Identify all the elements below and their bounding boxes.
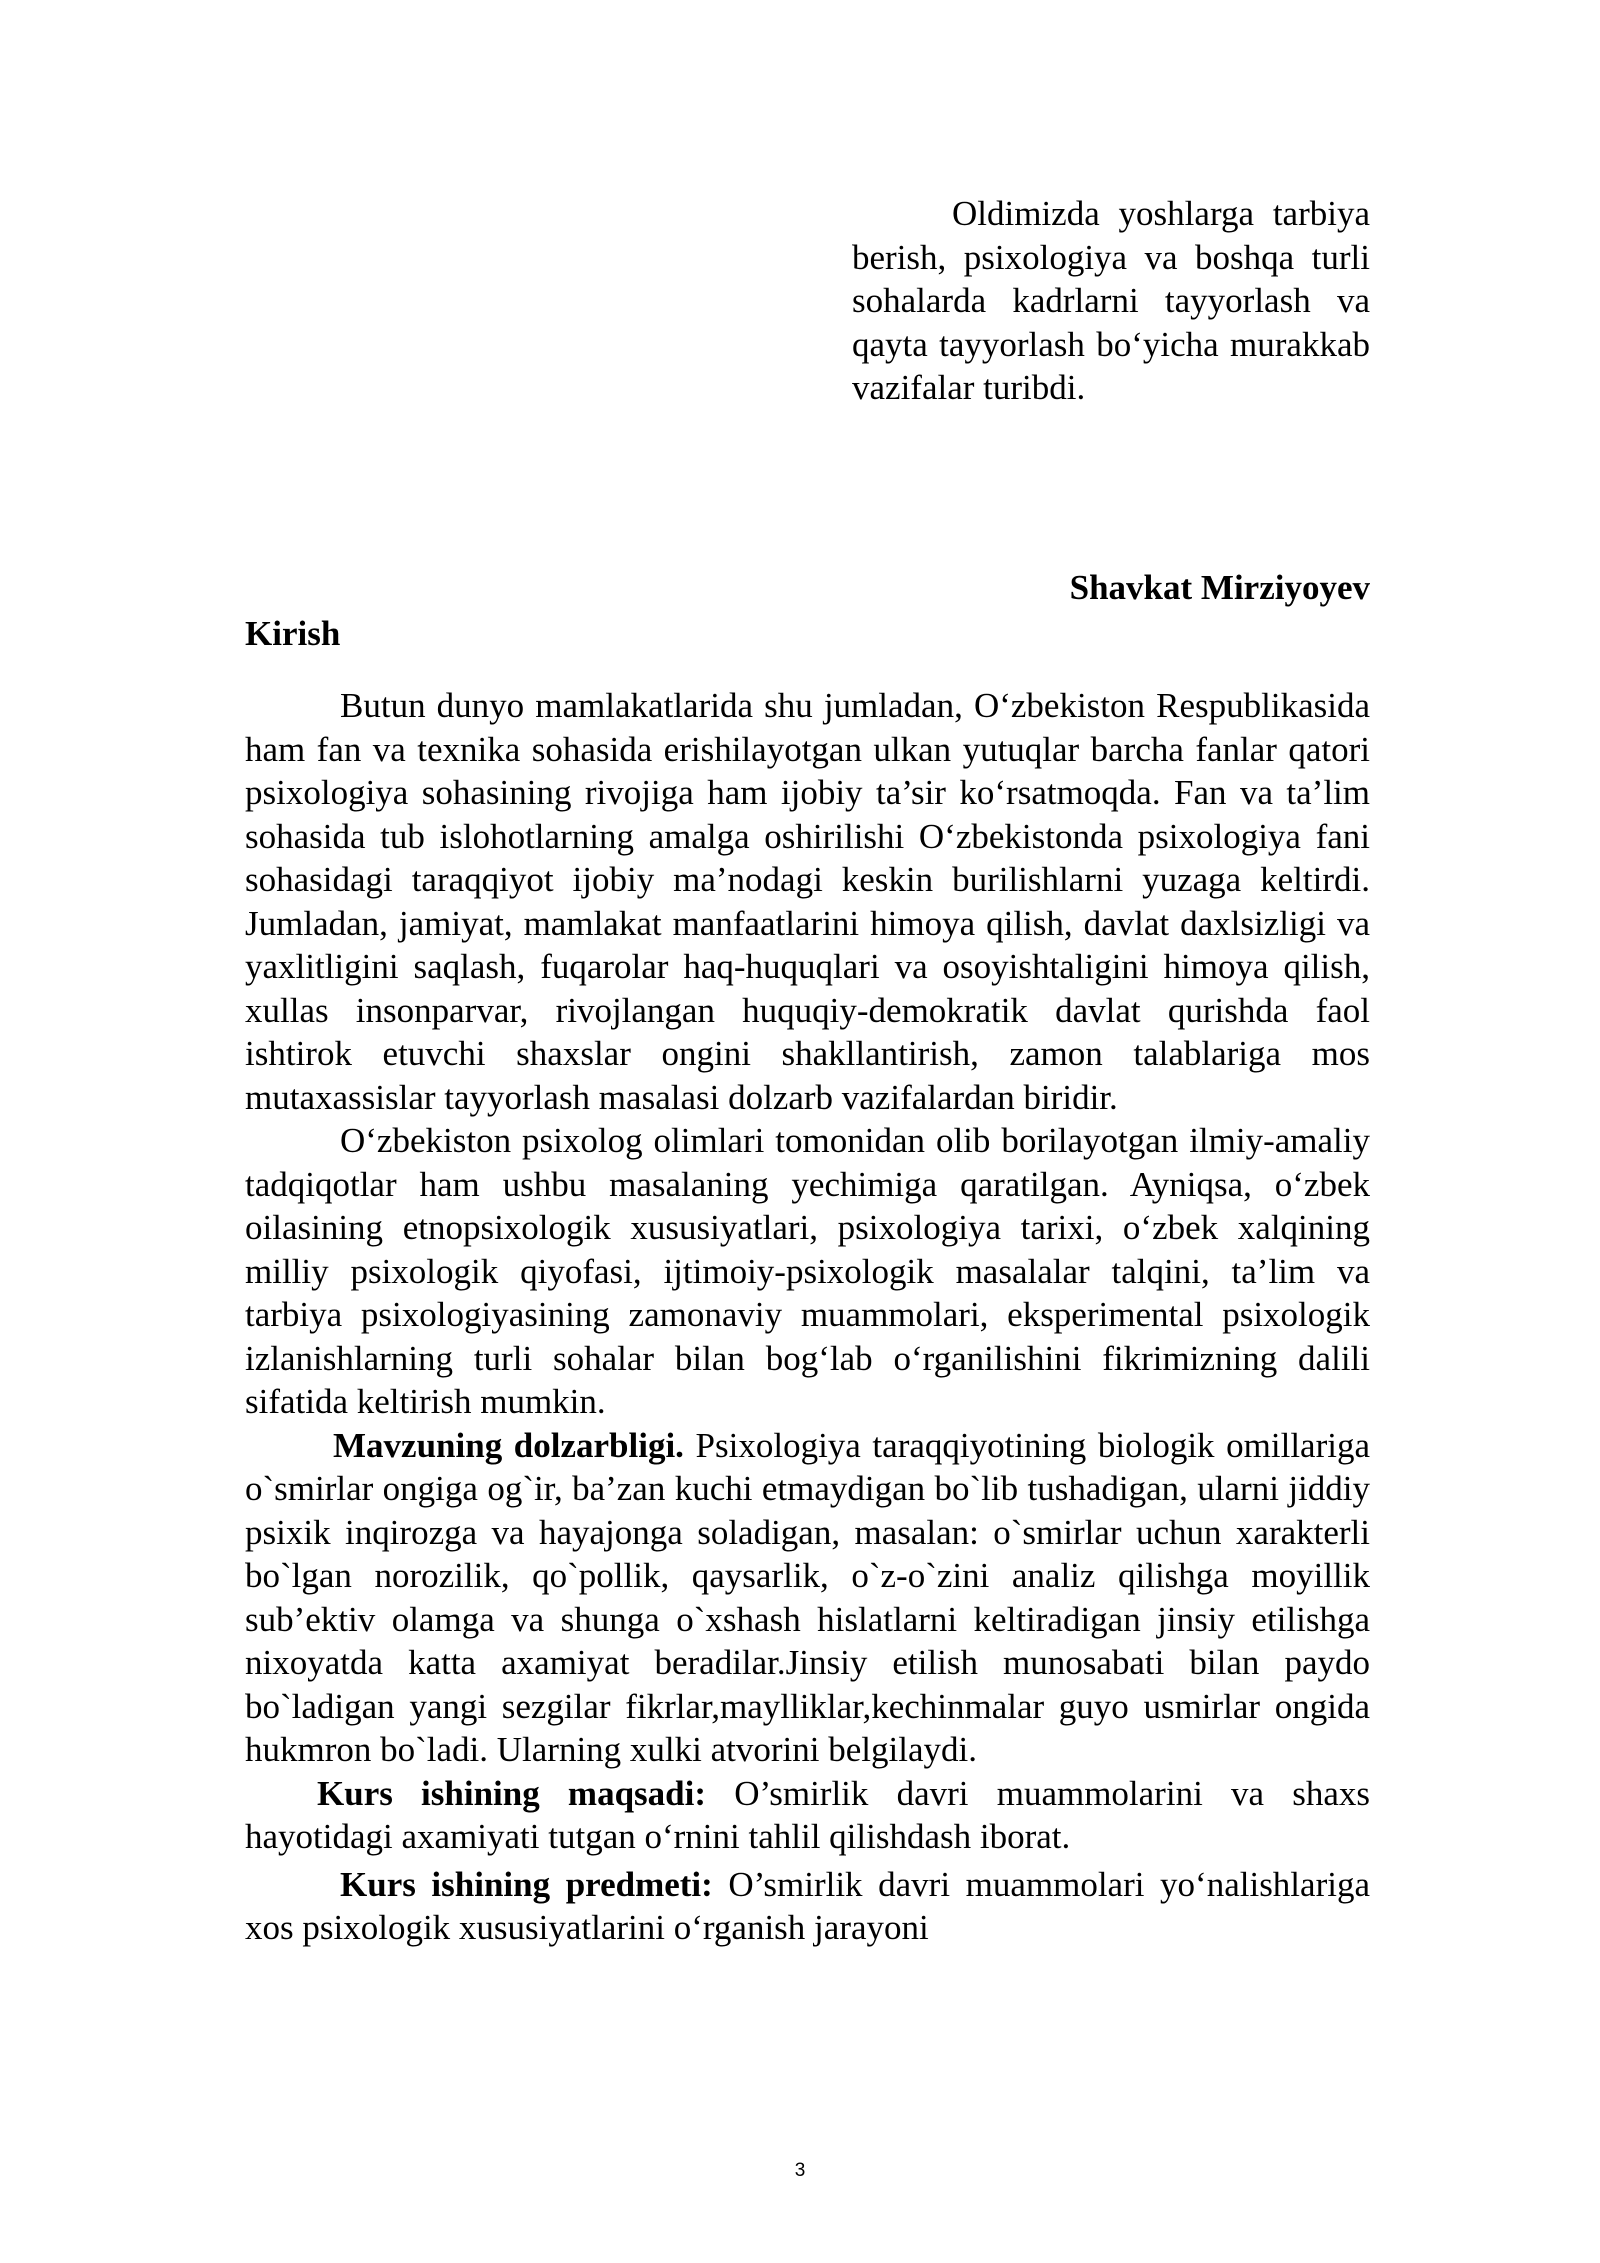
paragraph-intro: Butun dunyo mamlakatlarida shu jumladan, O‘zbekiston Respublikasida ham fan va texnika sohasida erishilayotgan ulkan yutuqlar barcha fanlar qatori psixologiya sohasining rivojiga ham ijobiy ta’sir ko‘rsatmoqda. Fan va ta’lim sohasida tub islohotlarning amalga oshirilishi O‘zbekistonda psixologiya fani sohasidagi taraqqiyot ijobiy ma’nodagi keskin burilishlarni yuzaga keltirdi. Jumladan, jamiyat, mamlakat manfaatlarini himoya qilish, davlat daxlsizligi va yaxlitligini saqlash, fuqarolar haq-huquqlari va osoyishtaligini himoya qilish, xullas insonparvar, rivojlangan huquqiy-demokratik davlat qurishda faol ishtirok etuvchi shaxslar ongini shakllantirish, zamon talablariga mos mutaxassislar tayyorlash masalasi dolzarb vazifalardan biridir.: [245, 686, 1370, 1117]
relevance-text: Psixologiya taraqqiyotining biologik omillariga o`smirlar ongiga og`ir, ba’zan kuchi etmaydigan bo`lib tushadigan, ularni jiddiy psixik inqirozga va hayajonga soladigan, masalan: o`smirlar uchun xarakterli bo`lgan norozilik, qo`pollik, qaysarlik, o`z-o`zini analiz qilishga moyillik sub’ektiv olamga va shunga o`xshash hislatlarni keltiradigan jinsiy etilishga nixoyatda katta axamiyat beradilar.Jinsiy etilish munosabati bilan paydo bo`ladigan yangi sezgilar fikrlar,maylliklar,kechinmalar guyo usmirlar ongida hukmron bo`ladi. Ularning xulki atvorini belgilaydi.: [245, 1425, 1370, 1769]
paragraph-subject: [245, 1863, 1370, 1950]
page-number: 3: [794, 2160, 806, 2181]
subject-text: O’smirlik davri muammolari yo‘nalishlariga xos psixologik xususiyatlarini o‘rganish jarayoni: [245, 1864, 1370, 1947]
goal-text: O’smirlik davri muammolarini va shaxs hayotidagi axamiyati tutgan o‘rnini tahlil qilishdash iborat.: [245, 1773, 1371, 1856]
epigraph-quote: Oldimizda yoshlarga tarbiya berish, psixologiya va boshqa turli sohalarda kadrlarni tayyorlash va qayta tayyorlash bo‘yicha murakkab vazifalar turibdi.: [852, 194, 1370, 407]
subject-label: Kurs ishining predmeti:: [340, 1864, 713, 1904]
relevance-label: Mavzuning dolzarbligi.: [333, 1425, 684, 1465]
body-text: [245, 684, 1370, 1950]
paragraph-research: O‘zbekiston psixolog olimlari tomonidan olib borilayotgan ilmiy-amaliy tadqiqotlar ham ushbu masalaning yechimiga qaratilgan. Ayniqsa, o‘zbek oilasining etnopsixologik xususiyatlari, psixologiya tarixi, o‘zbek xalqining milliy psixologik qiyofasi, ijtimoiy-psixologik masalalar talqini, ta’lim va tarbiya psixologiyasining zamonaviy muammolari, eksperimental psixologik izlanishlarning turli sohalar bilan bog‘lab o‘rganilishini fikrimizning dalili sifatida keltirish mumkin.: [245, 1121, 1370, 1421]
paragraph-relevance: [245, 1424, 1370, 1772]
paragraph-goal: [245, 1772, 1370, 1859]
epigraph-author: Shavkat Mirziyoyev: [1069, 568, 1370, 607]
section-title: Kirish: [245, 614, 341, 653]
goal-label: Kurs ishining maqsadi:: [317, 1773, 707, 1813]
